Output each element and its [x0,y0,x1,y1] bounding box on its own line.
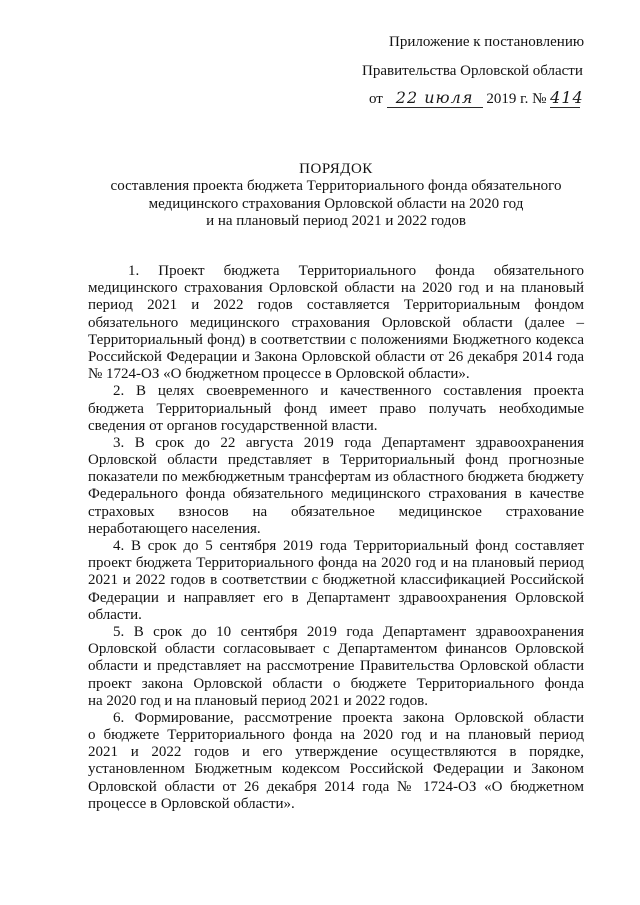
paragraph-line: медицинского страхования Орловской области на 2020 год и на плановый [88,280,584,297]
paragraph-line: неработающего населения. [88,520,261,537]
paragraph-line: Территориальный фонд) в соответствии с положениями Бюджетного кодекса [88,331,584,348]
title-heading: ПОРЯДОК [299,161,373,177]
handwritten-date: 22 июля [387,89,483,108]
paragraph-line: страховых взносов на обязательное медицинское страхование [88,503,584,520]
paragraph-line: 4. В срок до 5 сентября 2019 года Территориальный фонд составляет [113,538,584,554]
paragraph-4 [88,538,584,624]
title-subtitle-line: медицинского страхования Орловской области на 2020 год [148,195,524,212]
paragraph-line: № 1724-ОЗ «О бюджетном процессе в Орловской области». [88,366,470,383]
appendix-line-1: Приложение к постановлению [389,34,585,50]
document-title [88,161,584,230]
paragraph-5 [88,624,584,710]
paragraph-line: 6. Формирование, рассмотрение проекта закона Орловской области [113,709,584,726]
paragraph-line: процессе в Орловской области». [88,795,295,812]
paragraph-line: установленном Бюджетным кодексом Российской Федерации и Законом [88,761,584,778]
paragraph-line: проект бюджета Территориального фонда на 2020 год и на плановый период [88,555,584,572]
paragraph-line: период 2021 и 2022 годов составляется Территориальным фондом [88,297,584,314]
paragraph-line: 2. В целях своевременного и качественного составления проекта [113,383,584,400]
paragraph-line: показатели по межбюджетным трансфертам из областного бюджета бюджету [88,469,584,486]
paragraph-line: 1. Проект бюджета Территориального фонда обязательного [128,263,584,279]
paragraph-line: Орловской области согласовывает с Департаментом финансов Орловской [88,641,584,658]
title-subtitle-line: и на плановый период 2021 и 2022 годов [206,212,466,229]
paragraph-line: 3. В срок до 22 августа 2019 года Департамент здравоохранения [113,434,584,451]
title-subtitle-line: составления проекта бюджета Территориального фонда обязательного [110,178,562,195]
year-and-number-label: 2019 г. № [486,91,547,107]
appendix-date-line [369,88,584,109]
paragraph-2 [88,383,584,435]
paragraph-line: о бюджете Территориального фонда на 2020 год и на плановый период [88,727,584,744]
paragraph-line: на 2020 год и на плановый период 2021 и 2022 годов. [88,692,429,709]
paragraph-line: Орловской области представляет в Территориальный фонд прогнозные [88,452,584,469]
paragraph-line: бюджета Территориальный фонд имеет право получать необходимые [88,400,584,417]
paragraph-line: обязательного медицинского страхования Орловской области (далее – [88,314,584,331]
appendix-line-2: Правительства Орловской области [362,63,583,79]
paragraph-line: Орловской области от 26 декабря 2014 года № 1724-ОЗ «О бюджетном [88,778,584,795]
handwritten-number: 414 [550,88,584,107]
document-body [88,263,584,813]
paragraph-line: сведения от органов государственной власти. [88,417,378,434]
paragraph-line: Федерального фонда обязательного медицинского страхования в качестве [88,486,584,503]
date-prefix: от [369,91,383,107]
paragraph-3 [88,435,584,538]
paragraph-line: области. [88,606,142,623]
paragraph-line: области и представляет на рассмотрение Правительства Орловской области [88,658,584,675]
paragraph-line: проект закона Орловской области о бюджете Территориального фонда [88,675,584,692]
paragraph-line: 5. В срок до 10 сентября 2019 года Департамент здравоохранения [113,623,584,640]
paragraph-line: 2021 и 2022 годов в соответствии с бюджетной классификацией Российской [88,572,584,589]
paragraph-line: Федерации и направляет его в Департамент здравоохранения Орловской [88,589,584,606]
paragraph-line: 2021 и 2022 годов и его утверждение осуществляются в порядке, [88,744,584,761]
paragraph-1 [88,263,584,383]
paragraph-line: Российской Федерации и Закона Орловской области от 26 декабря 2014 года [88,348,584,365]
paragraph-6 [88,710,584,813]
